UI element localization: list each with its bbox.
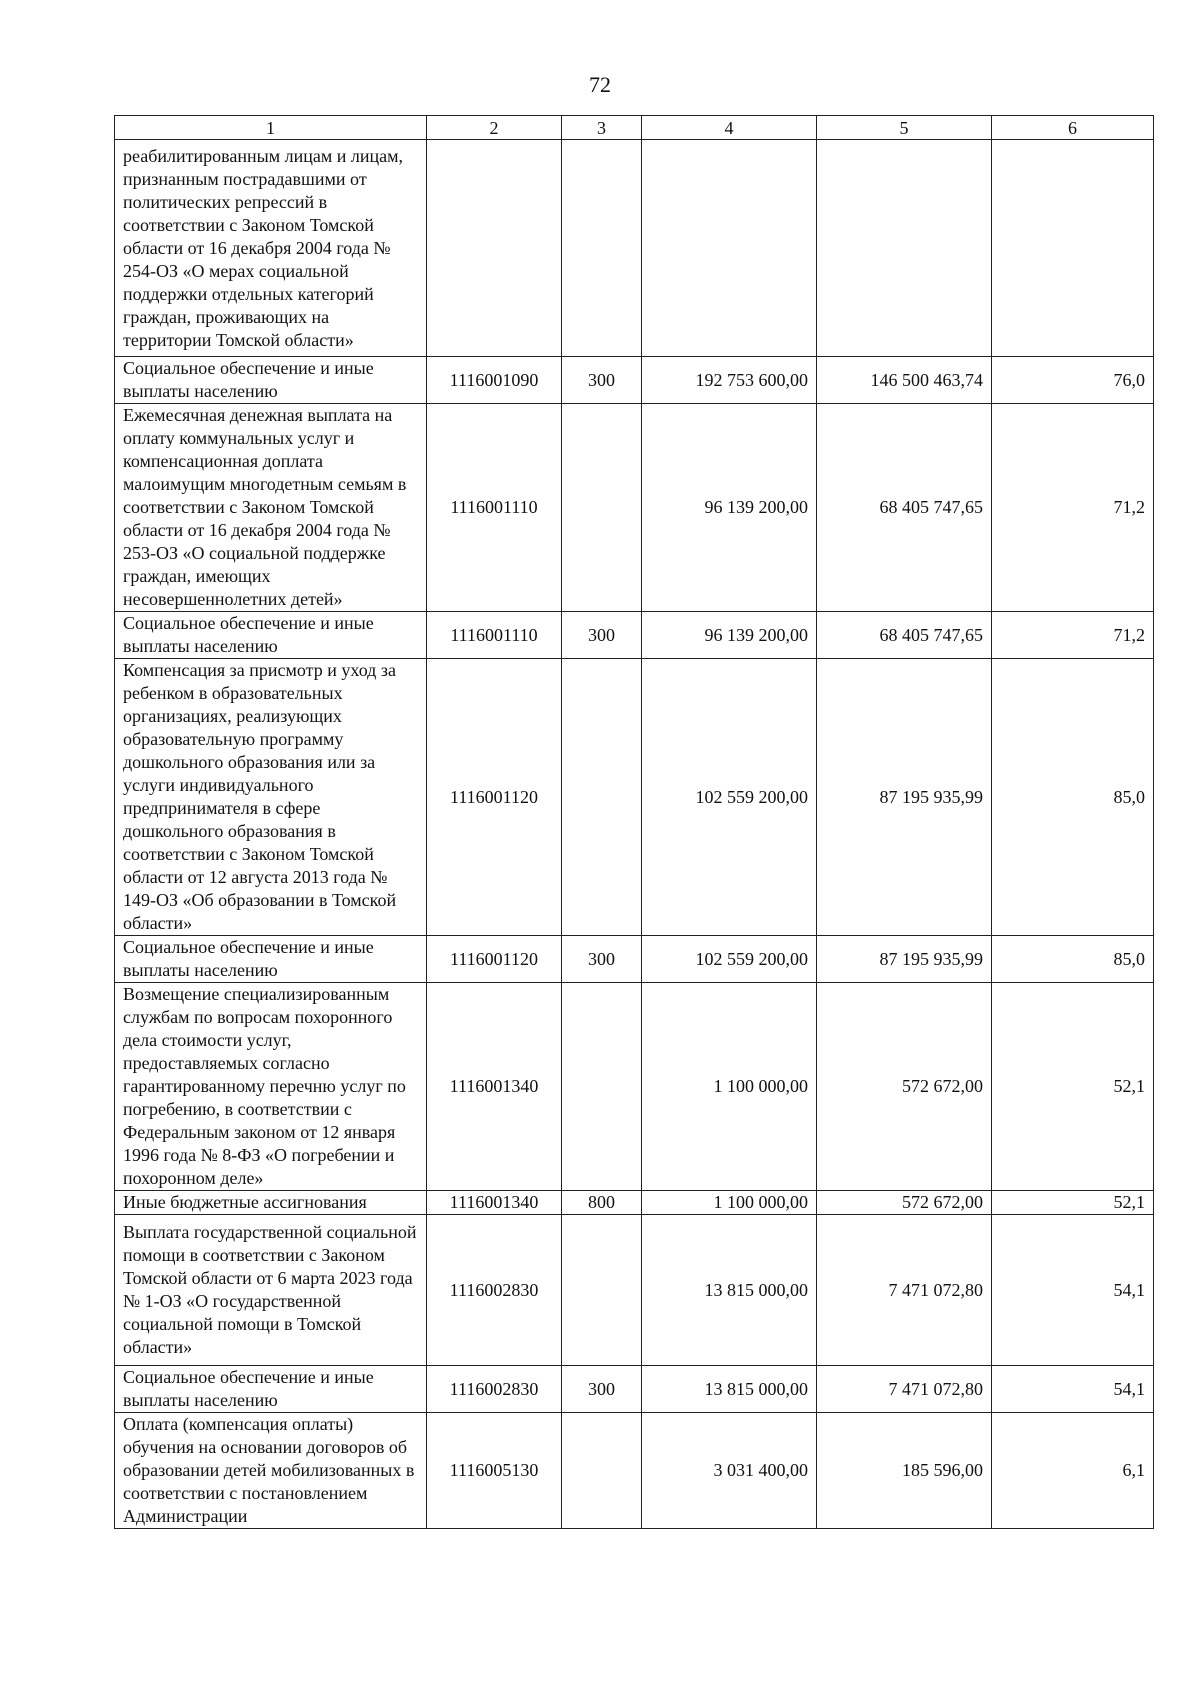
row-execution-percent: 52,1: [992, 983, 1154, 1191]
row-planned-amount: 1 100 000,00: [642, 1191, 817, 1215]
row-expense-type: 300: [562, 612, 642, 659]
row-planned-amount: 102 559 200,00: [642, 936, 817, 983]
table-row: [115, 357, 1154, 404]
row-planned-amount: 3 031 400,00: [642, 1413, 817, 1529]
row-target-code: 1116001340: [427, 983, 562, 1191]
row-target-code: 1116001340: [427, 1191, 562, 1215]
row-target-code: 1116002830: [427, 1215, 562, 1366]
row-description: Социальное обеспечение и иные выплаты населению: [115, 936, 427, 983]
table-row: [115, 1366, 1154, 1413]
row-executed-amount: 87 195 935,99: [817, 936, 992, 983]
row-description: Социальное обеспечение и иные выплаты населению: [115, 1366, 427, 1413]
table-row: [115, 1215, 1154, 1366]
row-description: реабилитированным лицам и лицам, признанным пострадавшими от политических репрессий в соответствии с Законом Томской области от 16 декабря 2004 года № 254-ОЗ «О мерах социальной поддержки отдельных категорий граждан, проживающих на территории Томской области»: [115, 140, 427, 357]
row-execution-percent: 85,0: [992, 936, 1154, 983]
table-row: [115, 1191, 1154, 1215]
column-header: 5: [817, 116, 992, 140]
row-description: Компенсация за присмотр и уход за ребенком в образовательных организациях, реализующих образовательную программу дошкольного образования или за услуги индивидуального предпринимателя в сфере дошкольного образования в соответствии с Законом Томской области от 12 августа 2013 года № 149-ОЗ «Об образовании в Томской области»: [115, 659, 427, 936]
row-execution-percent: [992, 140, 1154, 357]
table-row: [115, 404, 1154, 612]
row-execution-percent: 54,1: [992, 1366, 1154, 1413]
column-header: 6: [992, 116, 1154, 140]
row-expense-type: [562, 1215, 642, 1366]
row-planned-amount: 1 100 000,00: [642, 983, 817, 1191]
row-executed-amount: 7 471 072,80: [817, 1215, 992, 1366]
row-executed-amount: 87 195 935,99: [817, 659, 992, 936]
row-target-code: [427, 140, 562, 357]
row-description: Возмещение специализированным службам по вопросам похоронного дела стоимости услуг, предоставляемых согласно гарантированному перечню услуг по погребению, в соответствии с Федеральным законом от 12 января 1996 года № 8-ФЗ «О погребении и похоронном деле»: [115, 983, 427, 1191]
budget-table: [114, 115, 1154, 1529]
row-expense-type: [562, 140, 642, 357]
row-executed-amount: 185 596,00: [817, 1413, 992, 1529]
row-description: Оплата (компенсация оплаты) обучения на основании договоров об образовании детей мобилизованных в соответствии с постановлением Администрации: [115, 1413, 427, 1529]
row-target-code: 1116001110: [427, 404, 562, 612]
row-expense-type: 800: [562, 1191, 642, 1215]
column-header: 1: [115, 116, 427, 140]
row-executed-amount: 572 672,00: [817, 983, 992, 1191]
row-planned-amount: 96 139 200,00: [642, 612, 817, 659]
row-expense-type: 300: [562, 357, 642, 404]
row-target-code: 1116002830: [427, 1366, 562, 1413]
row-target-code: 1116001120: [427, 936, 562, 983]
row-planned-amount: 13 815 000,00: [642, 1366, 817, 1413]
row-target-code: 1116001090: [427, 357, 562, 404]
row-expense-type: 300: [562, 936, 642, 983]
row-planned-amount: 96 139 200,00: [642, 404, 817, 612]
row-expense-type: [562, 1413, 642, 1529]
row-execution-percent: 54,1: [992, 1215, 1154, 1366]
row-executed-amount: 68 405 747,65: [817, 404, 992, 612]
row-expense-type: [562, 404, 642, 612]
row-execution-percent: 76,0: [992, 357, 1154, 404]
table-row: [115, 612, 1154, 659]
row-execution-percent: 71,2: [992, 612, 1154, 659]
row-description: Выплата государственной социальной помощи в соответствии с Законом Томской области от 6 марта 2023 года № 1-ОЗ «О государственной социальной помощи в Томской области»: [115, 1215, 427, 1366]
row-description: Иные бюджетные ассигнования: [115, 1191, 427, 1215]
row-description: Ежемесячная денежная выплата на оплату коммунальных услуг и компенсационная доплата малоимущим многодетным семьям в соответствии с Законом Томской области от 16 декабря 2004 года № 253-ОЗ «О социальной поддержке граждан, имеющих несовершеннолетних детей»: [115, 404, 427, 612]
row-target-code: 1116005130: [427, 1413, 562, 1529]
row-executed-amount: [817, 140, 992, 357]
row-executed-amount: 146 500 463,74: [817, 357, 992, 404]
row-planned-amount: 13 815 000,00: [642, 1215, 817, 1366]
row-description: Социальное обеспечение и иные выплаты населению: [115, 357, 427, 404]
row-description: Социальное обеспечение и иные выплаты населению: [115, 612, 427, 659]
row-expense-type: [562, 659, 642, 936]
row-target-code: 1116001120: [427, 659, 562, 936]
row-execution-percent: 6,1: [992, 1413, 1154, 1529]
table-row: [115, 659, 1154, 936]
row-execution-percent: 85,0: [992, 659, 1154, 936]
column-header: 4: [642, 116, 817, 140]
column-number-row: [115, 116, 1154, 140]
row-executed-amount: 68 405 747,65: [817, 612, 992, 659]
row-executed-amount: 572 672,00: [817, 1191, 992, 1215]
row-planned-amount: 102 559 200,00: [642, 659, 817, 936]
row-execution-percent: 52,1: [992, 1191, 1154, 1215]
row-target-code: 1116001110: [427, 612, 562, 659]
column-header: 2: [427, 116, 562, 140]
row-expense-type: 300: [562, 1366, 642, 1413]
table-row: [115, 936, 1154, 983]
column-header: 3: [562, 116, 642, 140]
row-expense-type: [562, 983, 642, 1191]
table-row: [115, 140, 1154, 357]
page-number: 72: [589, 72, 611, 97]
row-executed-amount: 7 471 072,80: [817, 1366, 992, 1413]
row-planned-amount: 192 753 600,00: [642, 357, 817, 404]
table-row: [115, 983, 1154, 1191]
row-execution-percent: 71,2: [992, 404, 1154, 612]
row-planned-amount: [642, 140, 817, 357]
table-row: [115, 1413, 1154, 1529]
